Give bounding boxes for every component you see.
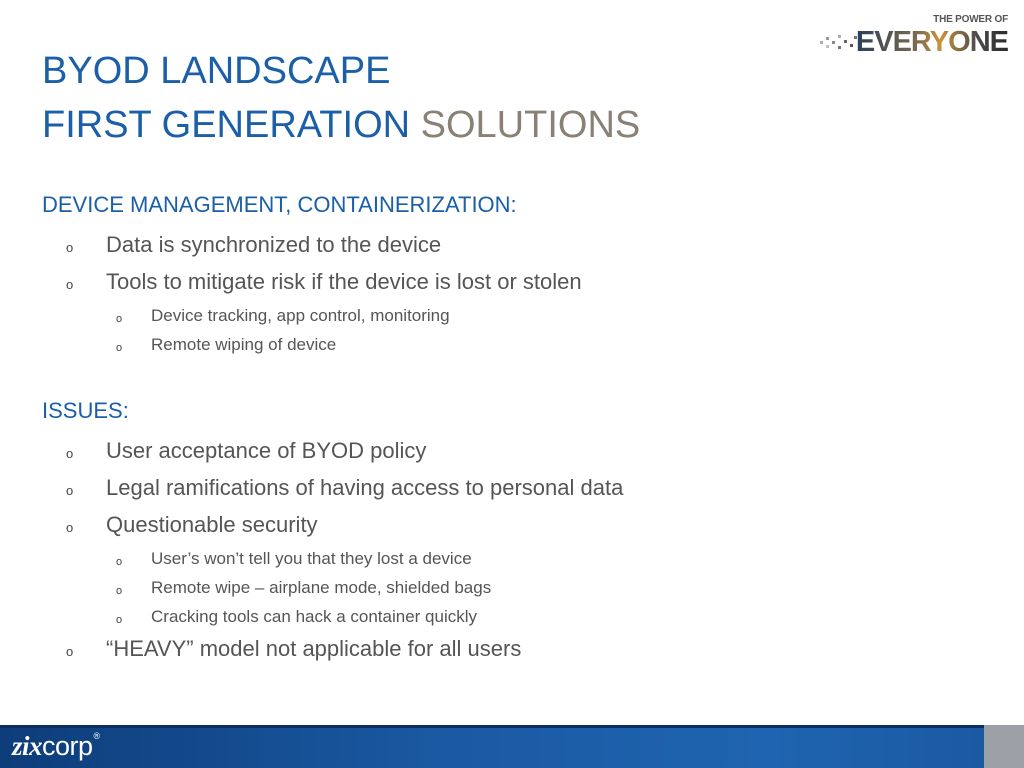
sub-list-item <box>0 578 1024 607</box>
footer-gray-block <box>984 725 1024 768</box>
title-line-2-accent: SOLUTIONS <box>420 104 641 146</box>
footer-divider <box>0 725 1024 728</box>
sub-list-item-text: User’s won’t tell you that they lost a device <box>151 549 472 568</box>
bullet-circle-icon: o <box>66 520 74 535</box>
sub-list-item <box>0 607 1024 636</box>
list-item-text: User acceptance of BYOD policy <box>106 438 427 463</box>
device-management-list <box>0 232 1024 364</box>
list-item <box>0 232 1024 269</box>
sub-list-item-text: Remote wiping of device <box>151 335 337 354</box>
sub-list-item <box>0 306 1024 335</box>
list-item <box>0 269 1024 306</box>
section-heading-device-management: DEVICE MANAGEMENT, CONTAINERIZATION: <box>42 192 517 217</box>
brand-corp: corp <box>42 731 93 761</box>
list-item <box>0 636 1024 673</box>
slide-title <box>42 44 640 152</box>
title-line-1: BYOD LANDSCAPE <box>42 50 391 92</box>
issues-list <box>0 438 1024 673</box>
list-item <box>0 438 1024 475</box>
section-heading-issues: ISSUES: <box>42 398 129 423</box>
everyone-logo <box>818 14 1008 56</box>
zixcorp-logo <box>12 731 100 762</box>
sub-list-item <box>0 335 1024 364</box>
list-item-text: Legal ramifications of having access to personal data <box>106 475 624 500</box>
footer-bar <box>0 725 1024 768</box>
list-item-text: Questionable security <box>106 512 318 537</box>
bullet-circle-icon: o <box>116 585 123 597</box>
sub-list-item <box>0 549 1024 578</box>
list-item <box>0 512 1024 549</box>
list-item-text: “HEAVY” model not applicable for all users <box>106 636 522 661</box>
bullet-circle-icon: o <box>66 277 74 292</box>
sub-list-item-text: Cracking tools can hack a container quickly <box>151 607 477 626</box>
sub-list-item-text: Device tracking, app control, monitoring <box>151 306 450 325</box>
bullet-circle-icon: o <box>116 614 123 626</box>
list-item-text: Data is synchronized to the device <box>106 232 442 257</box>
title-line-2-main: FIRST GENERATION <box>42 104 411 146</box>
logo-tagline: THE POWER OF <box>933 14 1008 25</box>
registered-icon: ® <box>93 731 100 741</box>
bullet-circle-icon: o <box>116 342 123 354</box>
logo-word: EVERYONE <box>855 26 1008 58</box>
bullet-circle-icon: o <box>66 446 74 461</box>
brand-zix: zix <box>12 731 43 761</box>
list-item-text: Tools to mitigate risk if the device is lost or stolen <box>106 269 582 294</box>
bullet-circle-icon: o <box>66 644 74 659</box>
list-item <box>0 475 1024 512</box>
title-line-2 <box>42 98 640 152</box>
bullet-circle-icon: o <box>116 313 123 325</box>
bullet-circle-icon: o <box>116 556 123 568</box>
sub-list-item-text: Remote wipe – airplane mode, shielded bags <box>151 578 492 597</box>
bullet-circle-icon: o <box>66 240 74 255</box>
bullet-circle-icon: o <box>66 483 74 498</box>
